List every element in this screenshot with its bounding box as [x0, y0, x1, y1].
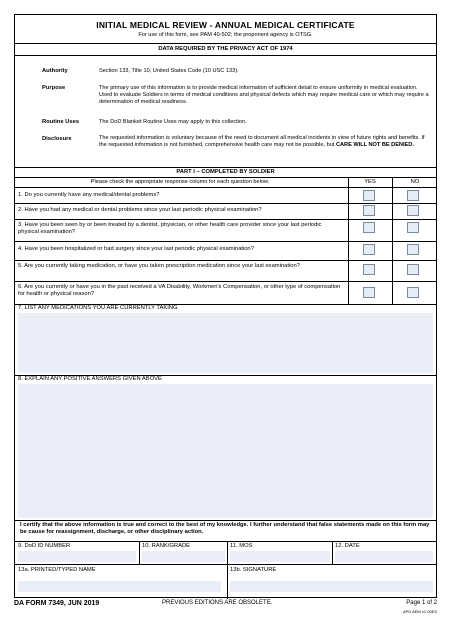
signature-label: 13b. SIGNATURE: [230, 567, 277, 573]
question-1-yes-checkbox[interactable]: [363, 190, 375, 201]
signature-input[interactable]: [230, 581, 433, 592]
question-5: 5. Are you currently taking medication, or have you taken prescription medication since your last examination?: [18, 263, 300, 269]
dod-id-input[interactable]: [18, 551, 136, 562]
form-subtitle: For use of this form, see PAM 40-502; the proponent agency is OTSG.: [138, 32, 313, 38]
yes-column-header: YES: [364, 179, 376, 185]
question-6-no-checkbox[interactable]: [407, 287, 419, 298]
form-number: DA FORM 7349, JUN 2019: [14, 600, 100, 607]
explain-textarea[interactable]: [18, 384, 433, 518]
no-column-header: NO: [410, 179, 420, 185]
disclosure-label: Disclosure: [42, 136, 72, 142]
medications-textarea[interactable]: [18, 313, 433, 373]
printed-name-input[interactable]: [18, 581, 221, 592]
question-4-yes-checkbox[interactable]: [363, 244, 375, 255]
obsolete-notice: PREVIOUS EDITIONS ARE OBSOLETE.: [162, 600, 273, 606]
part1-heading: PART I – COMPLETED BY SOLDIER: [176, 169, 275, 175]
authority-text: Section 133, Title 10, United States Code (10 USC 133).: [99, 68, 239, 74]
printed-name-label: 13a. PRINTED/TYPED NAME: [18, 567, 96, 573]
version-code: APD AEM v1.00ES: [402, 609, 437, 614]
question-2-no-checkbox[interactable]: [407, 205, 419, 216]
rank-grade-input[interactable]: [142, 551, 225, 562]
part1-instruction: Please check the appropriate response column for each question below.: [90, 179, 270, 185]
question-5-no-checkbox[interactable]: [407, 264, 419, 275]
form-title: INITIAL MEDICAL REVIEW - ANNUAL MEDICAL CERTIFICATE: [96, 20, 355, 30]
certification-statement: I certify that the above information is true and correct to the best of my knowledge. I further understand that false statements made on this form may be cause for reassignment, discharge, or other disciplinary action.: [20, 522, 430, 535]
question-2-yes-checkbox[interactable]: [363, 205, 375, 216]
page-number: Page 1 of 2: [406, 600, 437, 606]
question-3: 3. Have you been seen by or been treated by a dentist, physician, or other health care provider since your last periodic physical examination?: [18, 222, 322, 235]
disclosure-text: The requested information is voluntary because of the need to document all medical incidents in view of future rights and benefits. If the requested information is not furnished, comprehensive health care may not be possible, but CARE WILL NOT BE DENIED.: [99, 135, 425, 148]
routine-uses-label: Routine Uses: [42, 119, 80, 125]
rank-grade-label: 10. RANK/GRADE: [142, 543, 190, 549]
question-6: 6. Are you currently or have you in the past received a VA Disability, Workmen's Compensation, or other type of compensation for health or physical reason?: [18, 284, 341, 297]
question-4: 4. Have you been hospitalized or had surgery since your last periodic physical examination?: [18, 246, 254, 252]
mos-input[interactable]: [230, 551, 330, 562]
explain-label: 8. EXPLAIN ANY POSITIVE ANSWERS GIVEN ABOVE: [18, 376, 162, 382]
date-label: 12. DATE: [335, 543, 360, 549]
question-3-yes-checkbox[interactable]: [363, 222, 375, 233]
authority-label: Authority: [42, 68, 68, 74]
purpose-text: The primary use of this information is to provide medical information of sufficient detail to ensure uniformity in medical evaluation. Used to evaluate Soldiers in terms of medical conditions and physical defects which may require medical care or which may require a determination of medical readiness.: [99, 85, 429, 105]
question-1: 1. Do you currently have any medical/dental problems?: [18, 192, 160, 198]
question-3-no-checkbox[interactable]: [407, 222, 419, 233]
question-1-no-checkbox[interactable]: [407, 190, 419, 201]
dod-id-label: 9. DoD ID NUMBER: [18, 543, 71, 549]
question-2: 2. Have you had any medical or dental problems since your last periodic physical examination?: [18, 207, 262, 213]
question-5-yes-checkbox[interactable]: [363, 264, 375, 275]
purpose-label: Purpose: [42, 85, 66, 91]
mos-label: 11. MOS: [230, 543, 253, 549]
form-frame: [14, 14, 437, 598]
question-4-no-checkbox[interactable]: [407, 244, 419, 255]
medications-label: 7. LIST ANY MEDICATIONS YOU ARE CURRENTLY TAKING: [18, 305, 178, 311]
date-input[interactable]: [335, 551, 433, 562]
question-6-yes-checkbox[interactable]: [363, 287, 375, 298]
privacy-act-heading: DATA REQUIRED BY THE PRIVACY ACT OF 1974: [158, 46, 293, 52]
routine-uses-text: The DoD Blanket Routine Uses may apply to this collection.: [99, 119, 247, 125]
